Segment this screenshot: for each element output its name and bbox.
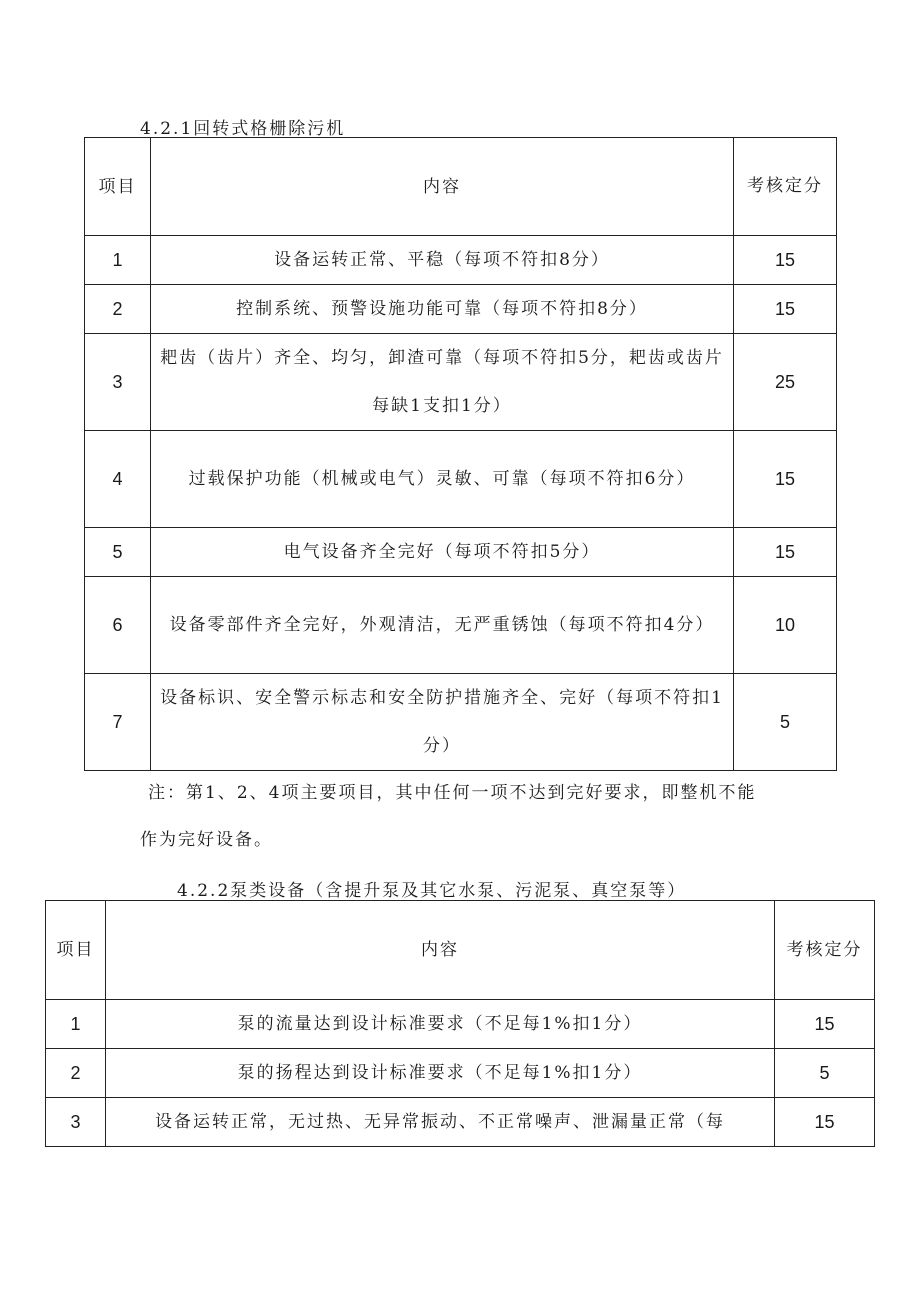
header-content: 内容 <box>151 138 734 236</box>
row-content: 控制系统、预警设施功能可靠（每项不符扣8分） <box>151 285 734 334</box>
row-content: 耙齿（齿片）齐全、均匀，卸渣可靠（每项不符扣5分，耙齿或齿片每缺1支扣1分） <box>151 334 734 431</box>
table-row <box>85 431 837 528</box>
header-item: 项目 <box>85 138 151 236</box>
row-content: 设备运转正常，无过热、无异常振动、不正常噪声、泄漏量正常（每 <box>106 1098 775 1147</box>
header-score: 考核定分 <box>734 138 837 236</box>
row-score: 5 <box>775 1049 875 1098</box>
row-item: 5 <box>85 528 151 577</box>
row-item: 7 <box>85 674 151 771</box>
table-row <box>85 236 837 285</box>
table-note: 注：第1、2、4项主要项目，其中任何一项不达到完好要求，即整机不能作为完好设备。 <box>140 783 757 850</box>
table-row <box>46 1049 875 1098</box>
table-header-row <box>85 138 837 236</box>
table-row <box>85 674 837 771</box>
row-item: 4 <box>85 431 151 528</box>
section-title-grate-cleaner: 4.2.1回转式格栅除污机 <box>140 119 346 139</box>
section-title-pumps: 4.2.2泵类设备（含提升泵及其它水泵、污泥泵、真空泵等） <box>177 881 687 901</box>
table-header-row <box>46 901 875 1000</box>
row-item: 2 <box>85 285 151 334</box>
row-score: 15 <box>734 236 837 285</box>
table-row <box>85 334 837 431</box>
grate-cleaner-table <box>84 137 837 771</box>
row-score: 15 <box>775 1098 875 1147</box>
header-content: 内容 <box>106 901 775 1000</box>
table-row <box>46 1098 875 1147</box>
row-content: 泵的扬程达到设计标准要求（不足每1%扣1分） <box>106 1049 775 1098</box>
header-item: 项目 <box>46 901 106 1000</box>
table-row <box>85 577 837 674</box>
row-item: 1 <box>46 1000 106 1049</box>
table-row <box>85 528 837 577</box>
row-item: 3 <box>46 1098 106 1147</box>
row-content: 过载保护功能（机械或电气）灵敏、可靠（每项不符扣6分） <box>151 431 734 528</box>
row-content: 电气设备齐全完好（每项不符扣5分） <box>151 528 734 577</box>
row-content: 设备零部件齐全完好，外观清洁，无严重锈蚀（每项不符扣4分） <box>151 577 734 674</box>
row-item: 1 <box>85 236 151 285</box>
row-item: 6 <box>85 577 151 674</box>
row-score: 15 <box>734 431 837 528</box>
row-score: 10 <box>734 577 837 674</box>
row-score: 15 <box>734 285 837 334</box>
row-item: 2 <box>46 1049 106 1098</box>
row-content: 设备标识、安全警示标志和安全防护措施齐全、完好（每项不符扣1分） <box>151 674 734 771</box>
table-row <box>46 1000 875 1049</box>
row-score: 15 <box>775 1000 875 1049</box>
row-content: 设备运转正常、平稳（每项不符扣8分） <box>151 236 734 285</box>
row-score: 5 <box>734 674 837 771</box>
row-score: 15 <box>734 528 837 577</box>
row-item: 3 <box>85 334 151 431</box>
row-score: 25 <box>734 334 837 431</box>
header-score: 考核定分 <box>775 901 875 1000</box>
pump-table <box>45 900 875 1147</box>
row-content: 泵的流量达到设计标准要求（不足每1%扣1分） <box>106 1000 775 1049</box>
table-row <box>85 285 837 334</box>
